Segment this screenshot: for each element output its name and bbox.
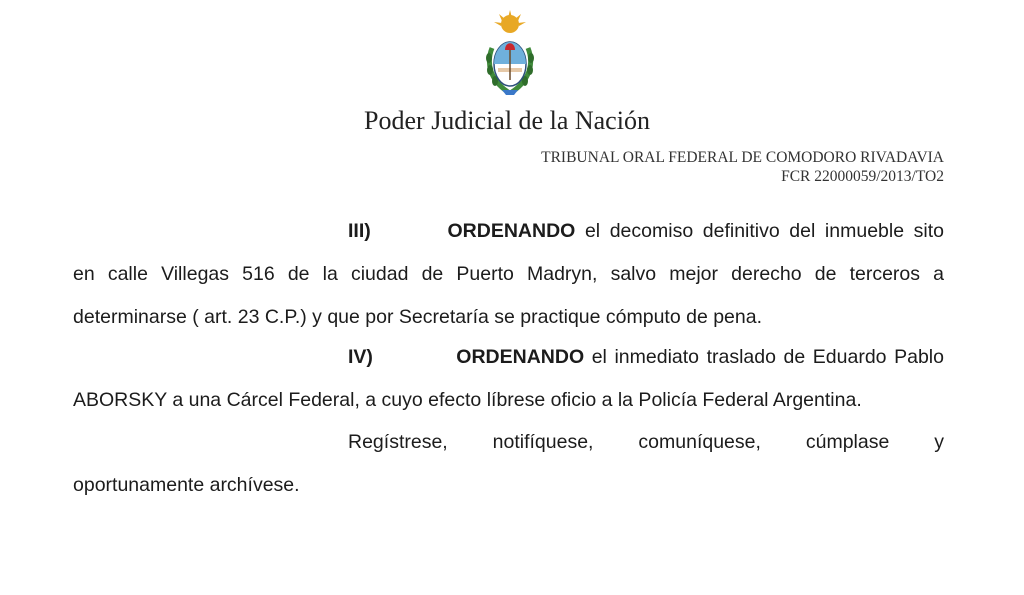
clause-4-keyword: ORDENANDO [456,346,585,368]
clause-4-text: el inmediato traslado de Eduardo Pablo [591,346,944,368]
clause-4-first-line [73,346,944,369]
argentina-coat-of-arms-icon [480,8,540,98]
clause-3-first-line [73,220,944,243]
court-name: TRIBUNAL ORAL FEDERAL DE COMODORO RIVADAVIA [541,149,944,166]
clause-4-number: IV) [348,346,373,368]
case-number: FCR 22000059/2013/TO2 [781,168,944,185]
closing-first-line: Regístrese, notifíquese, comuníquese, cúmplase y [348,431,944,453]
clause-3-text: el decomiso definitivo del inmueble sito [584,220,944,242]
clause-3-line-2: en calle Villegas 516 de la ciudad de Puerto Madryn, salvo mejor derecho de terceros a [73,263,944,285]
closing-second-line: oportunamente archívese. [73,474,300,496]
court-header-block [541,148,944,186]
clause-3-keyword: ORDENANDO [447,220,576,242]
clause-3-line-3: determinarse ( art. 23 C.P.) y que por Secretaría se practique cómputo de pena. [73,306,763,328]
clause-4-line-2: ABORSKY a una Cárcel Federal, a cuyo efecto líbrese oficio a la Policía Federal Argentina. [73,389,862,411]
clause-3-number: III) [348,220,371,242]
institution-title: Poder Judicial de la Nación [364,106,650,135]
